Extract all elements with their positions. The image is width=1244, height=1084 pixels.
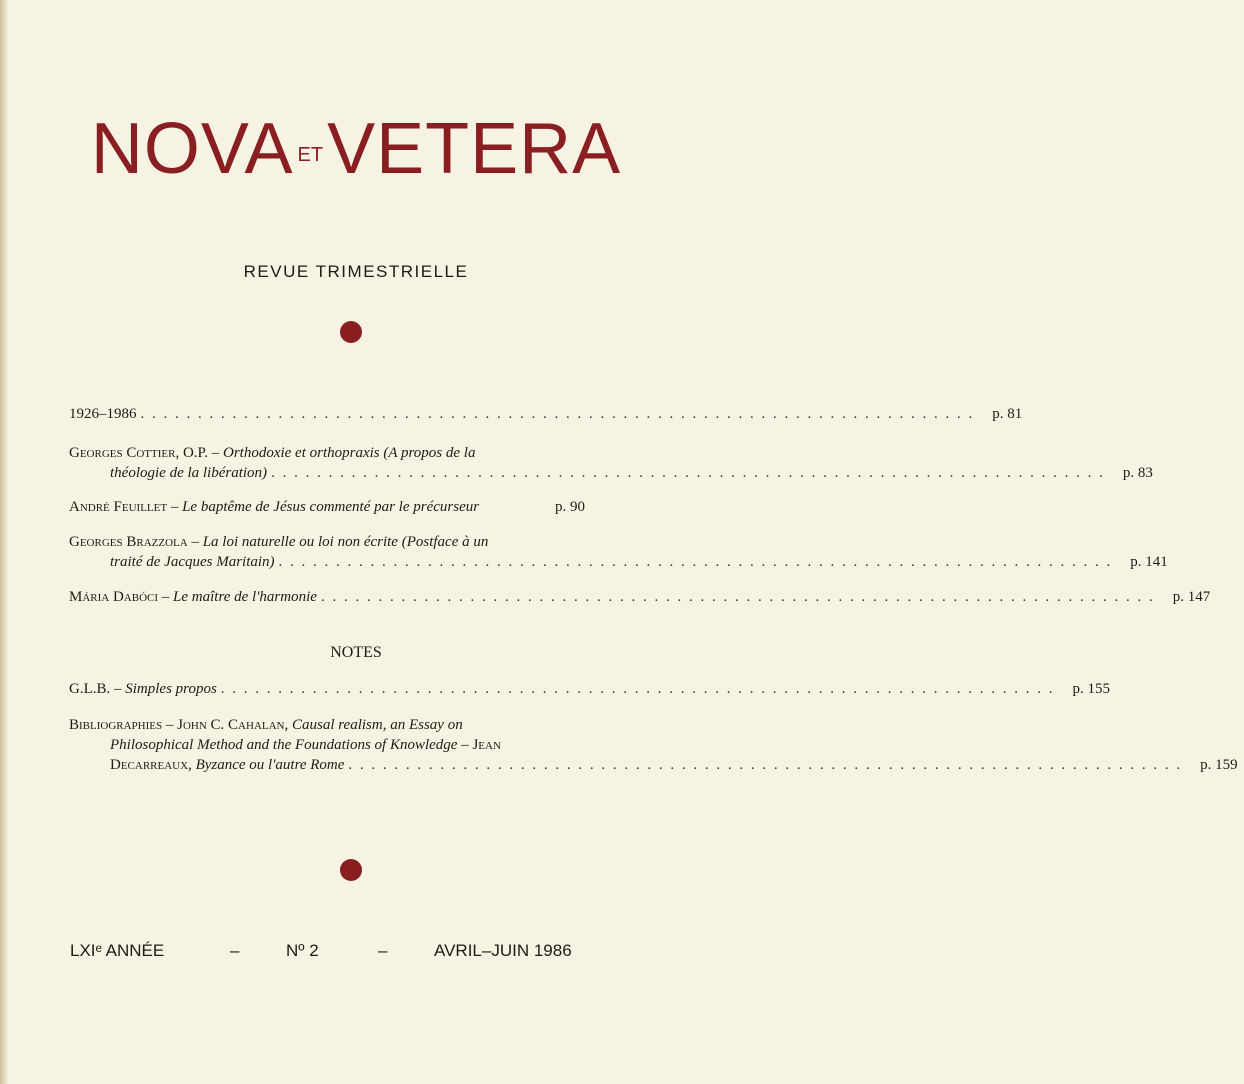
bibliographies-work-cont: Philosophical Method and the Foundations of Knowledge bbox=[110, 737, 458, 753]
masthead-et: ET bbox=[297, 144, 324, 166]
footer-date: AVRIL–JUIN 1986 bbox=[434, 941, 572, 960]
bibliographies-label: Bibliographies bbox=[69, 717, 163, 733]
toc-entry: Georges Cottier, O.P. – Orthodoxie et orthopraxis (A propos de la théologie de la libération) . . . p. 83 bbox=[69, 443, 599, 483]
toc-entry-title: Le baptême de Jésus commenté par le précurseur bbox=[182, 499, 480, 515]
notes-entry-page: p. 155 bbox=[1072, 681, 1111, 697]
ornament-dot-bottom bbox=[340, 859, 362, 881]
toc-entry bbox=[69, 404, 1023, 424]
toc-entry-title: 1926–1986 bbox=[69, 406, 137, 422]
toc-entry-page: p. 81 bbox=[992, 406, 1023, 422]
notes-entry-title: Simples propos bbox=[125, 681, 217, 697]
toc-leader bbox=[141, 404, 975, 424]
toc-leader bbox=[321, 587, 1155, 607]
masthead-vetera: VETERA bbox=[327, 109, 622, 189]
toc-leader bbox=[271, 463, 1105, 483]
toc-entry-page: p. 90 bbox=[555, 499, 585, 515]
ornament-dot-top bbox=[340, 321, 362, 343]
bibliographies-author: John C. Cahalan, bbox=[177, 717, 289, 733]
toc-entry-page: p. 141 bbox=[1130, 554, 1168, 570]
bibliographies-work: Causal realism, an Essay on bbox=[292, 717, 463, 733]
footer-year: LXIᵉ ANNÉE bbox=[70, 941, 165, 960]
toc-entry-author: Georges Brazzola bbox=[69, 534, 188, 550]
bibliographies-work: Byzance ou l'autre Rome bbox=[195, 757, 345, 773]
toc-entry: André Feuillet – Le baptême de Jésus commenté par le précurseur p. 90 bbox=[69, 497, 599, 517]
toc-entry-title-cont: traité de Jacques Maritain) bbox=[110, 554, 275, 570]
toc-entry: Georges Brazzola – La loi naturelle ou loi non écrite (Postface à un traité de Jacques Maritain) . . . p. 141 bbox=[69, 532, 599, 572]
journal-subtitle: REVUE TRIMESTRIELLE bbox=[243, 262, 469, 281]
footer-dash: – bbox=[230, 941, 240, 960]
toc-leader bbox=[221, 679, 1055, 699]
issue-footer bbox=[0, 941, 712, 965]
toc-entry: Mária Dabóci – Le maître de l'harmonie . . . p. 147 bbox=[69, 587, 599, 607]
toc-leader bbox=[279, 552, 1113, 572]
notes-heading: NOTES bbox=[330, 644, 382, 661]
bibliographies-page: p. 159 bbox=[1200, 757, 1238, 773]
toc-entry-title-cont: théologie de la libération) bbox=[110, 465, 268, 481]
notes-entry-author: G.L.B. bbox=[69, 681, 111, 697]
notes-entry: G.L.B. – Simples propos . . . p. 155 bbox=[69, 679, 599, 699]
footer-number: Nº 2 bbox=[286, 941, 319, 960]
journal-masthead bbox=[0, 108, 712, 190]
toc-entry-author: Georges Cottier, O.P. bbox=[69, 445, 208, 461]
toc-entry-page: p. 83 bbox=[1122, 465, 1153, 481]
toc-entry-author: André Feuillet bbox=[69, 499, 168, 515]
bibliographies-entry: Bibliographies – John C. Cahalan, Causal realism, an Essay on Philosophical Method and the Foundations of Knowledge – Jean Decarreaux, Byzance ou l'autre Rome . . . p. 159 bbox=[69, 715, 599, 775]
footer-dash: – bbox=[378, 941, 388, 960]
toc-entry-author: Mária Dabóci bbox=[69, 589, 159, 605]
toc-entry-page: p. 147 bbox=[1172, 589, 1211, 605]
toc-entry-title: Le maître de l'harmonie bbox=[173, 589, 317, 605]
masthead-nova: NOVA bbox=[90, 109, 294, 189]
bibliographies-author-last: Decarreaux, bbox=[110, 757, 192, 773]
toc-entry-title: La loi naturelle ou loi non écrite (Postface à un bbox=[202, 534, 489, 550]
toc-leader bbox=[348, 755, 1182, 775]
toc-entry-title: Orthodoxie et orthopraxis (A propos de la bbox=[222, 445, 476, 461]
bibliographies-author-first: Jean bbox=[472, 737, 501, 753]
